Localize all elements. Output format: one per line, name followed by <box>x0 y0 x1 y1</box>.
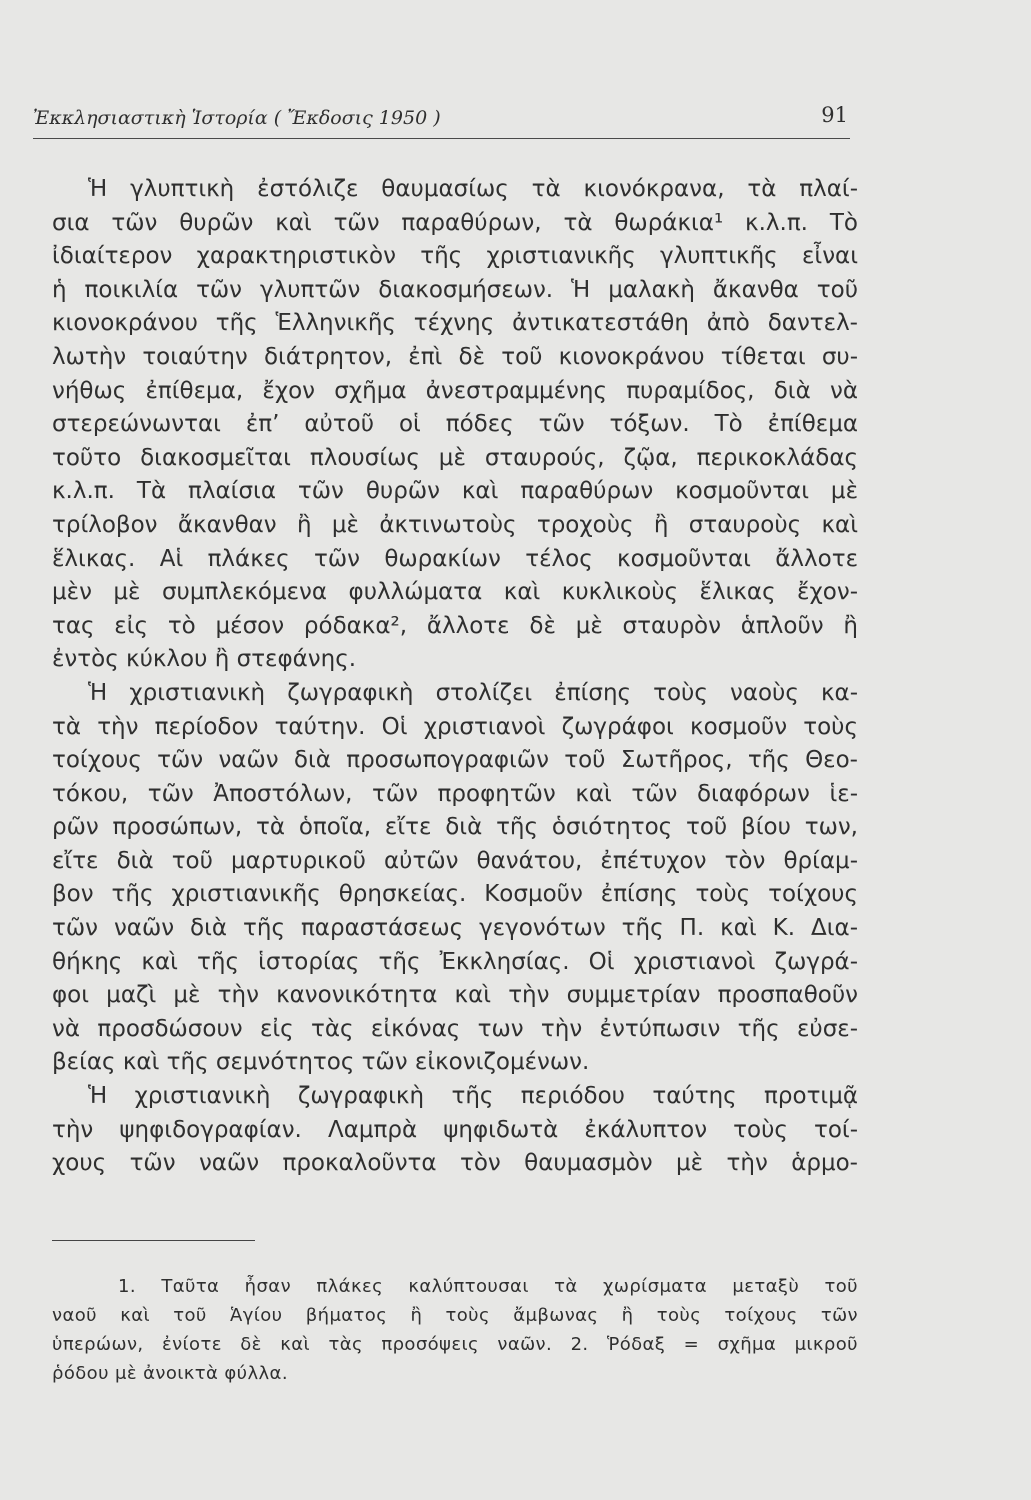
text-line: στερεώνωνται ἐπ’ αὐτοῦ οἱ πόδες τῶν τόξων. Τὸ ἐπίθεμα <box>52 411 858 438</box>
footnote-line: ῥόδου μὲ ἀνοικτὰ φύλλα. <box>52 1363 288 1384</box>
text-line: ἰδιαίτερον χαρακτηριστικὸν τῆς χριστιανικῆς γλυπτικῆς εἶναι <box>52 243 858 270</box>
text-line: μὲν μὲ συμπλεκόμενα φυλλώματα καὶ κυκλικοὺς ἕλικας ἔχον- <box>52 579 858 606</box>
text-line: φοι μαζὶ μὲ τὴν κανονικότητα καὶ τὴν συμμετρίαν προσπαθοῦν <box>52 982 858 1009</box>
text-line: τρίλοβον ἄκανθαν ἢ μὲ ἀκτινωτοὺς τροχοὺς ἢ σταυροὺς καὶ <box>52 511 858 538</box>
text-line: θήκης καὶ τῆς ἱστορίας τῆς Ἐκκλησίας. Οἱ χριστιανοὶ ζωγρά- <box>52 948 858 975</box>
body-text <box>52 173 858 1181</box>
text-line: λωτὴν τοιαύτην διάτρητον, ἐπὶ δὲ τοῦ κιονοκράνου τίθεται συ- <box>52 343 858 370</box>
text-line: εἴτε διὰ τοῦ μαρτυρικοῦ αὐτῶν θανάτου, ἐπέτυχον τὸν θρίαμ- <box>52 847 858 874</box>
text-line: βείας καὶ τῆς σεμνότητος τῶν εἰκονιζομένων. <box>52 1049 590 1076</box>
text-line: νὰ προσδώσουν εἰς τὰς εἰκόνας των τὴν ἐντύπωσιν τῆς εὐσε- <box>52 1015 858 1042</box>
text-line: τόκου, τῶν Ἀποστόλων, τῶν προφητῶν καὶ τῶν διαφόρων ἱε- <box>52 780 858 807</box>
text-line: ἡ ποικιλία τῶν γλυπτῶν διακοσμήσεων. Ἡ μαλακὴ ἄκανθα τοῦ <box>52 276 858 303</box>
text-line: σια τῶν θυρῶν καὶ τῶν παραθύρων, τὰ θωράκια¹ κ.λ.π. Τὸ <box>52 209 858 236</box>
text-line: χους τῶν ναῶν προκαλοῦντα τὸν θαυμασμὸν μὲ τὴν ἁρμο- <box>52 1150 858 1177</box>
text-line: Ἡ χριστιανικὴ ζωγραφικὴ στολίζει ἐπίσης τοὺς ναοὺς κα- <box>88 679 858 706</box>
text-line: κ.λ.π. Τὰ πλαίσια τῶν θυρῶν καὶ παραθύρων κοσμοῦνται μὲ <box>52 478 858 505</box>
footnote-rule <box>52 1240 255 1241</box>
text-line: τῶν ναῶν διὰ τῆς παραστάσεως γεγονότων τῆς Π. καὶ Κ. Δια- <box>52 915 858 942</box>
text-line: Ἡ χριστιανικὴ ζωγραφικὴ τῆς περιόδου ταύτης προτιμᾷ <box>88 1083 858 1110</box>
text-line: τὴν ψηφιδογραφίαν. Λαμπρὰ ψηφιδωτὰ ἐκάλυπτον τοὺς τοί- <box>52 1116 858 1143</box>
page-number: 91 <box>821 103 848 127</box>
text-line: κιονοκράνου τῆς Ἑλληνικῆς τέχνης ἀντικατεστάθη ἀπὸ δαντελ- <box>52 310 858 337</box>
footnotes <box>52 1272 858 1388</box>
footnote-line: ὑπερώων, ἐνίοτε δὲ καὶ τὰς προσόψεις ναῶν. 2. Ῥόδαξ = σχῆμα μικροῦ <box>52 1334 858 1355</box>
text-line: βον τῆς χριστιανικῆς θρησκείας. Κοσμοῦν ἐπίσης τοὺς τοίχους <box>52 881 858 908</box>
text-line: τας εἰς τὸ μέσον ρόδακα², ἄλλοτε δὲ μὲ σταυρὸν ἁπλοῦν ἢ <box>52 612 858 639</box>
text-line: νήθως ἐπίθεμα, ἔχον σχῆμα ἀνεστραμμένης πυραμίδος, διὰ νὰ <box>52 377 858 404</box>
page-header <box>33 100 850 139</box>
text-line: ρῶν προσώπων, τὰ ὁποῖα, εἴτε διὰ τῆς ὁσιότητος τοῦ βίου των, <box>52 814 858 841</box>
text-line: τοῦτο διακοσμεῖται πλουσίως μὲ σταυρούς, ζῷα, περικοκλάδας <box>52 444 858 471</box>
footnote-line: ναοῦ καὶ τοῦ Ἁγίου βήματος ἢ τοὺς ἄμβωνας ἢ τοὺς τοίχους τῶν <box>52 1305 858 1326</box>
text-line: τὰ τὴν περίοδον ταύτην. Οἱ χριστιανοὶ ζωγράφοι κοσμοῦν τοὺς <box>52 713 858 740</box>
text-line: ἐντὸς κύκλου ἢ στεφάνης. <box>52 646 357 673</box>
text-line: τοίχους τῶν ναῶν διὰ προσωπογραφιῶν τοῦ Σωτῆρος, τῆς Θεο- <box>52 747 858 774</box>
text-line: ἕλικας. Αἱ πλάκες τῶν θωρακίων τέλος κοσμοῦνται ἄλλοτε <box>52 545 858 572</box>
running-title: Ἐκκλησιαστικὴ Ἱστορία ( Ἔκδοσις 1950 ) <box>33 107 441 129</box>
text-line: Ἡ γλυπτικὴ ἐστόλιζε θαυμασίως τὰ κιονόκρανα, τὰ πλαί- <box>88 176 858 202</box>
footnote-line: 1. Ταῦτα ἦσαν πλάκες καλύπτουσαι τὰ χωρίσματα μεταξὺ τοῦ <box>118 1276 858 1297</box>
